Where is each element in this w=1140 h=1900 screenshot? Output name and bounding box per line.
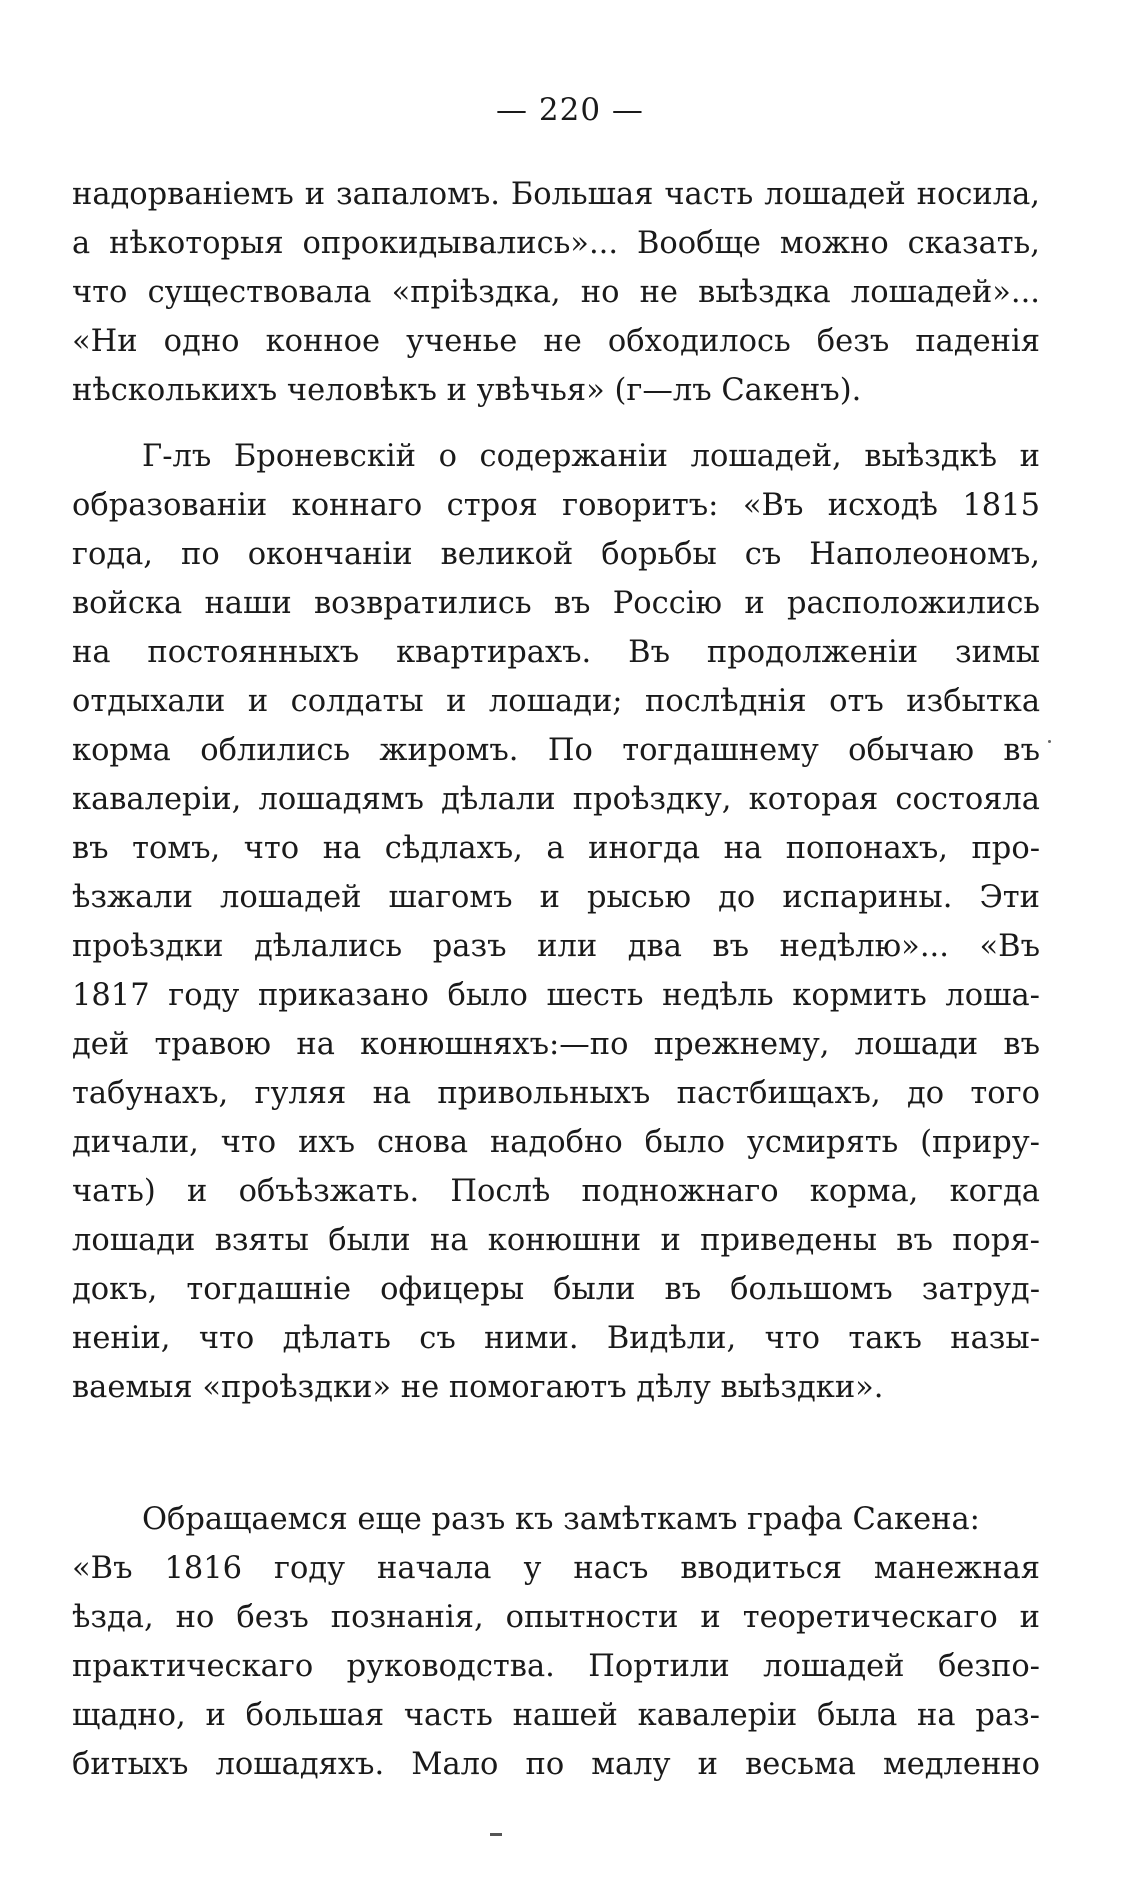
text-line: битыхъ лошадяхъ. Мало по малу и весьма медленно <box>72 1747 1040 1782</box>
paragraph-continuation <box>72 170 1040 415</box>
text-line: дей травою на конюшняхъ:—по прежнему, лошади въ <box>72 1027 1040 1062</box>
text-line: проѣздки дѣлались разъ или два въ недѣлю»... «Въ <box>72 929 1040 964</box>
text-line: лошади взяты были на конюшни и приведены въ поря- <box>72 1223 1040 1258</box>
text-line: въ томъ, что на сѣдлахъ, а иногда на попонахъ, про- <box>72 831 1040 866</box>
text-line: ваемыя «проѣздки» не помогаютъ дѣлу выѣздки». <box>72 1370 884 1405</box>
paragraph-broneveskiy <box>72 432 1040 1412</box>
text-line: а нѣкоторыя опрокидывались»... Вообще можно сказать, <box>72 226 1040 261</box>
text-line: дичали, что ихъ снова надобно было усмирять (приру- <box>72 1125 1040 1160</box>
page-number: — 220 — <box>496 92 644 128</box>
text-line: практическаго руководства. Портили лошадей безпо- <box>72 1649 1040 1684</box>
text-line: ѣзжали лошадей шагомъ и рысью до испарины. Эти <box>72 880 1040 915</box>
text-line: кавалерiи, лошадямъ дѣлали проѣздку, которая состояла <box>72 782 1040 817</box>
text-line: табунахъ, гуляя на привольныхъ пастбищахъ, до того <box>72 1076 1040 1111</box>
text-line: войска наши возвратились въ Россiю и расположились <box>72 586 1040 621</box>
text-line: Обращаемся еще разъ къ замѣткамъ графа Сакена: <box>142 1502 980 1537</box>
text-line: отдыхали и солдаты и лошади; послѣднiя отъ избытка <box>72 684 1040 719</box>
stray-ink-mark <box>490 1833 502 1836</box>
text-line: года, по окончанiи великой борьбы съ Наполеономъ, <box>72 537 1040 572</box>
text-line: «Въ 1816 году начала у насъ вводиться манежная <box>72 1551 1040 1586</box>
text-line: на постоянныхъ квартирахъ. Въ продолженiи зимы <box>72 635 1040 670</box>
text-line: образованiи коннаго строя говоритъ: «Въ исходѣ 1815 <box>72 488 1040 523</box>
text-line: 1817 году приказано было шесть недѣль кормить лоша- <box>72 978 1040 1013</box>
text-line: щадно, и большая часть нашей кавалерiи была на раз- <box>72 1698 1040 1733</box>
text-line: надорванiемъ и запаломъ. Большая часть лошадей носила, <box>72 177 1040 212</box>
text-line: нѣсколькихъ человѣкъ и увѣчья» (г—лъ Сакенъ). <box>72 373 862 408</box>
print-speck <box>1048 740 1051 743</box>
paragraph-saken-notes <box>72 1495 1040 1789</box>
text-line: корма облились жиромъ. По тогдашнему обычаю въ <box>72 733 1040 768</box>
text-line: докъ, тогдашнiе офицеры были въ большомъ затруд- <box>72 1272 1040 1307</box>
text-line: ѣзда, но безъ познанiя, опытности и теоретическаго и <box>72 1600 1040 1635</box>
text-line: «Ни одно конное ученье не обходилось безъ паденiя <box>72 324 1040 359</box>
text-line: ненiи, что дѣлать съ ними. Видѣли, что такъ назы- <box>72 1321 1040 1356</box>
text-line: Г-лъ Броневскiй о содержанiи лошадей, выѣздкѣ и <box>142 439 1040 474</box>
text-line: чать) и объѣзжать. Послѣ подножнаго корма, когда <box>72 1174 1040 1209</box>
text-line: что существовала «прiѣздка, но не выѣздка лошадей»... <box>72 275 1040 310</box>
